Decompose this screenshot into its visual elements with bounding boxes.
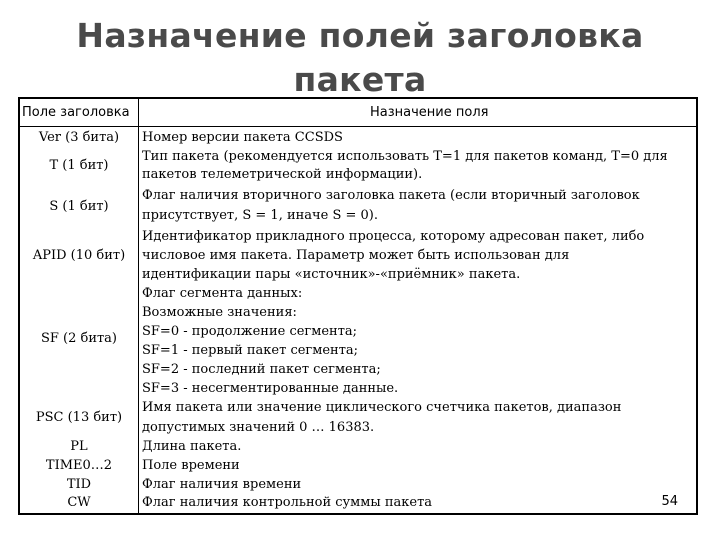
field-tid: TID — [66, 477, 92, 492]
desc-t-line-2: пакетов телеметрической информации). — [142, 167, 423, 182]
field-pl: PL — [70, 439, 88, 454]
desc-psc-line-2: допустимых значений 0 … 16383. — [142, 420, 375, 435]
column-header-field: Поле заголовка — [22, 105, 130, 120]
field-apid: APID (10 бит) — [32, 248, 126, 263]
field-ver: Ver (3 бита) — [38, 130, 120, 145]
header-divider — [20, 126, 696, 127]
title-line-1: Назначение полей заголовка — [76, 16, 644, 55]
desc-sf-line-6: SF=3 - несегментированные данные. — [142, 381, 399, 396]
desc-tid-line-1: Флаг наличия времени — [142, 477, 302, 492]
desc-sf-line-3: SF=0 - продолжение сегмента; — [142, 324, 358, 339]
desc-time-line-1: Поле времени — [142, 458, 240, 473]
desc-sf-line-5: SF=2 - последний пакет сегмента; — [142, 362, 381, 377]
field-time: TIME0…2 — [45, 458, 113, 473]
desc-pl-line-1: Длина пакета. — [142, 439, 242, 454]
field-sf: SF (2 бита) — [40, 331, 118, 346]
desc-apid-line-2: числовое имя пакета. Параметр может быть использован для — [142, 248, 570, 263]
desc-apid-line-3: идентификации пары «источник»-«приёмник» пакета. — [142, 267, 521, 282]
column-divider — [138, 99, 139, 513]
slide-title — [0, 14, 720, 102]
field-s: S (1 бит) — [49, 199, 109, 214]
field-cw: CW — [67, 495, 91, 510]
header-fields-table — [18, 97, 698, 515]
desc-ver-line-1: Номер версии пакета CCSDS — [142, 130, 343, 145]
field-psc: PSC (13 бит) — [35, 410, 123, 425]
desc-sf-line-1: Флаг сегмента данных: — [142, 286, 303, 301]
desc-s-line-1: Флаг наличия вторичного заголовка пакета (если вторичный заголовок — [142, 188, 640, 203]
field-t: T (1 бит) — [49, 158, 109, 173]
desc-sf-line-4: SF=1 - первый пакет сегмента; — [142, 343, 359, 358]
desc-sf-line-2: Возможные значения: — [142, 305, 297, 320]
desc-s-line-2: присутствует, S = 1, иначе S = 0). — [142, 208, 378, 223]
title-line-2: пакета — [293, 60, 427, 99]
desc-t-line-1: Тип пакета (рекомендуется использовать Т=1 для пакетов команд, Т=0 для — [142, 149, 668, 164]
page-number: 54 — [661, 494, 678, 509]
desc-psc-line-1: Имя пакета или значение циклического счетчика пакетов, диапазон — [142, 400, 622, 415]
desc-apid-line-1: Идентификатор прикладного процесса, которому адресован пакет, либо — [142, 229, 645, 244]
column-header-purpose: Назначение поля — [370, 105, 489, 120]
desc-cw-line-1: Флаг наличия контрольной суммы пакета — [142, 495, 433, 510]
